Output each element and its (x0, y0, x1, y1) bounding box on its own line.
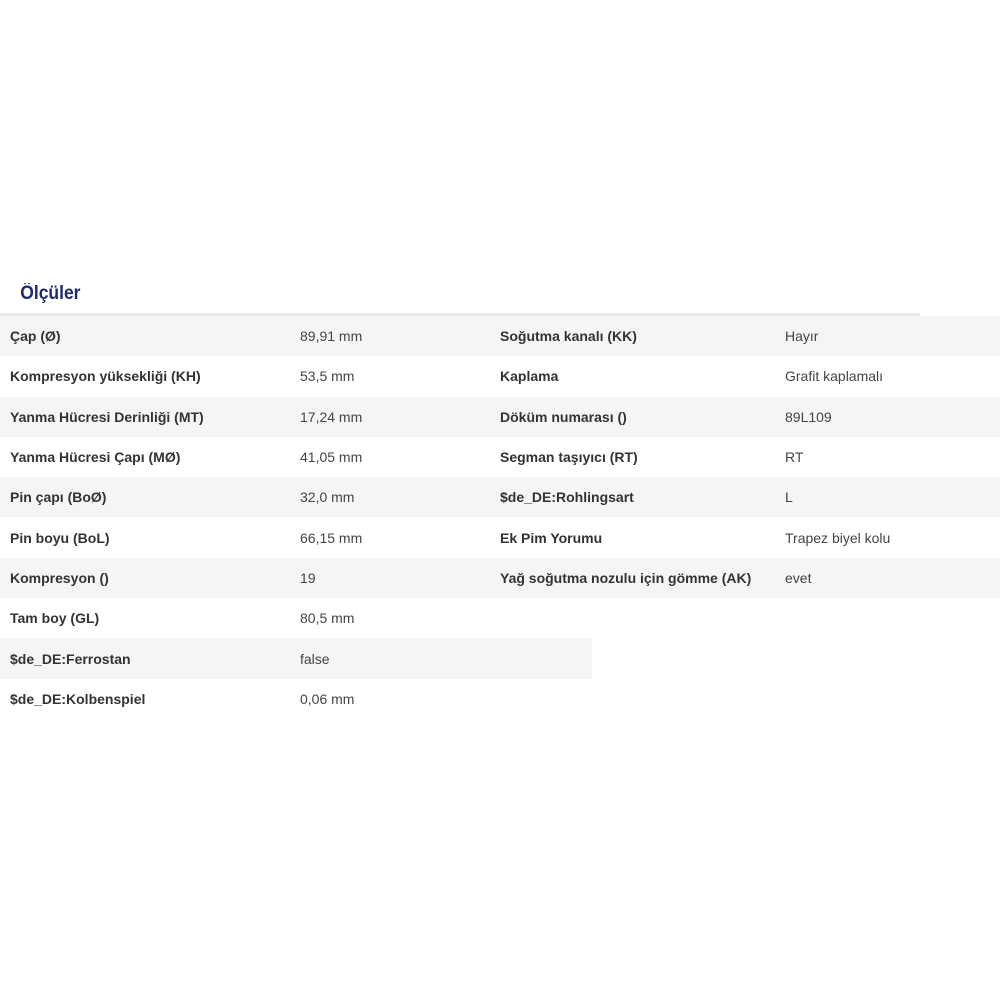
spec-value: false (300, 650, 330, 667)
spec-label: Yanma Hücresi Derinliği (MT) (10, 408, 204, 425)
spec-value: 19 (300, 569, 316, 586)
spec-value: 41,05 mm (300, 449, 363, 466)
spec-value: L (785, 489, 793, 506)
spec-value: Grafit kaplamalı (785, 368, 884, 385)
spec-value: Trapez biyel kolu (785, 529, 891, 546)
spec-row (408, 356, 1000, 396)
spec-label: Kompresyon yüksekliği (KH) (10, 368, 201, 385)
spec-label: Soğutma kanalı (KK) (500, 328, 637, 345)
spec-value: 17,24 mm (300, 408, 363, 425)
spec-label: $de_DE:Rohlingsart (500, 489, 634, 506)
spec-value: 53,5 mm (300, 368, 355, 385)
spec-label: Pin çapı (BoØ) (10, 489, 107, 506)
spec-label: $de_DE:Kolbenspiel (10, 690, 146, 707)
spec-value: Hayır (785, 328, 819, 345)
spec-row (408, 437, 1000, 477)
spec-value: 66,15 mm (300, 529, 363, 546)
spec-value: 0,06 mm (300, 690, 355, 707)
spec-column-right (500, 316, 1000, 719)
spec-value: 89,91 mm (300, 328, 363, 345)
spec-label: Segman taşıyıcı (RT) (500, 449, 638, 466)
spec-table (0, 316, 1000, 719)
spec-row (408, 517, 1000, 557)
section-title: Ölçüler (0, 272, 920, 316)
spec-label: Döküm numarası () (500, 408, 627, 425)
spec-label: Ek Pim Yorumu (500, 529, 603, 546)
spec-value: evet (785, 569, 812, 586)
spec-label: Tam boy (GL) (10, 610, 100, 627)
spec-label: Kaplama (500, 368, 559, 385)
spec-label: Yanma Hücresi Çapı (MØ) (10, 449, 181, 466)
spec-value: 32,0 mm (300, 489, 355, 506)
spec-row (408, 316, 1000, 356)
spec-row (408, 397, 1000, 437)
spec-label: Yağ soğutma nozulu için gömme (AK) (500, 569, 752, 586)
spec-value: 89L109 (785, 408, 832, 425)
spec-label: $de_DE:Ferrostan (10, 650, 131, 667)
spec-row (408, 558, 1000, 598)
spec-label: Kompresyon () (10, 569, 109, 586)
spec-label: Pin boyu (BoL) (10, 529, 110, 546)
spec-value: 80,5 mm (300, 610, 355, 627)
spec-label: Çap (Ø) (10, 328, 61, 345)
spec-row (408, 477, 1000, 517)
dimensions-section (0, 272, 1000, 719)
spec-value: RT (785, 449, 804, 466)
